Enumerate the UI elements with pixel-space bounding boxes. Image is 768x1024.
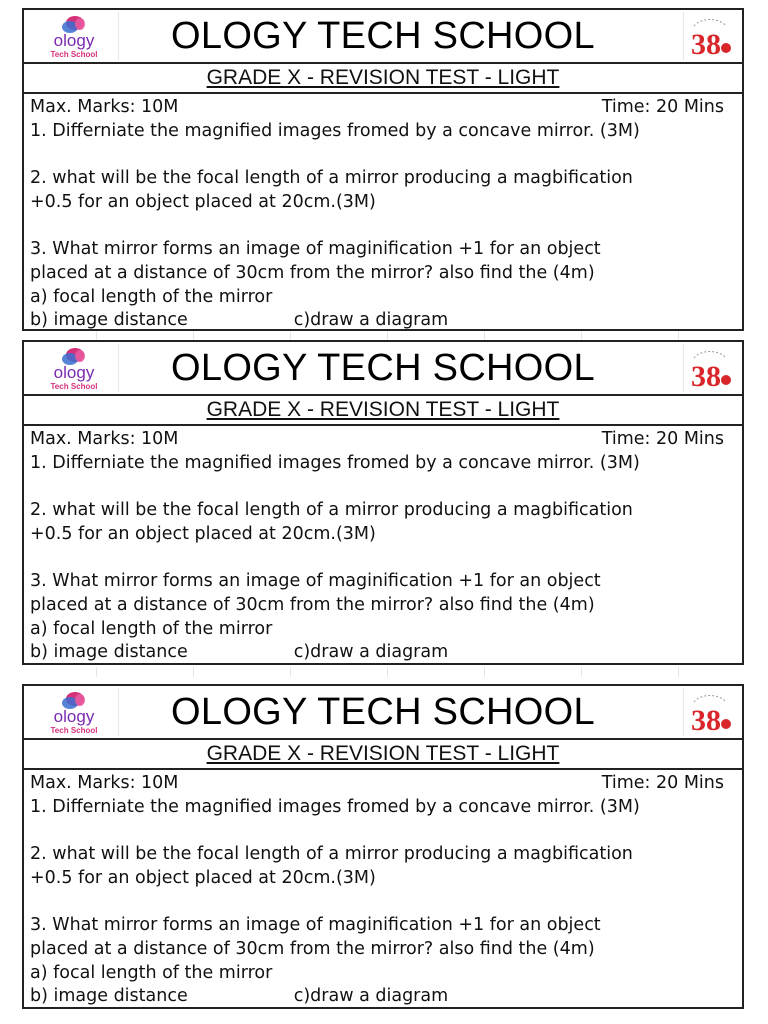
test-title: GRADE X - REVISION TEST - LIGHT <box>206 66 560 89</box>
school-name: OLOGY TECH SCHOOL <box>171 15 595 57</box>
cut-line <box>0 667 768 677</box>
test-title: GRADE X - REVISION TEST - LIGHT <box>206 742 560 765</box>
question-1: 1. Differniate the magnified images fromed by a concave mirror. (3M) <box>30 796 640 817</box>
question-3-line-1: 3. What mirror forms an image of maginification +1 for an object <box>30 571 601 592</box>
logo-wordmark: ology <box>53 707 95 726</box>
max-marks: Max. Marks: 10M <box>30 97 179 117</box>
time-limit: Time: 20 Mins <box>601 429 724 449</box>
marks-time-row <box>30 772 736 796</box>
question-3-part-a: a) focal length of the mirror <box>30 618 273 639</box>
question-3-part-a: a) focal length of the mirror <box>30 962 273 983</box>
test-title-bar <box>24 396 742 426</box>
marks-time-row <box>30 96 736 120</box>
question-2-line-1: 2. what will be the focal length of a mirror producing a magbification <box>30 844 633 865</box>
question-3-parts-bc <box>30 309 736 333</box>
badge-number: 38 <box>691 28 721 60</box>
logo-caption: Tech School <box>50 726 98 735</box>
anniversary-badge <box>683 12 736 60</box>
question-body <box>24 770 742 1009</box>
question-card-2 <box>22 340 744 665</box>
card-header <box>24 686 742 740</box>
logo-wordmark: ology <box>53 363 95 382</box>
marks-time-row <box>30 428 736 452</box>
question-card-3 <box>22 684 744 1009</box>
school-name: OLOGY TECH SCHOOL <box>171 347 595 389</box>
time-limit: Time: 20 Mins <box>601 773 724 793</box>
school-name: OLOGY TECH SCHOOL <box>171 691 595 733</box>
question-3-parts-bc <box>30 985 736 1009</box>
card-header <box>24 342 742 396</box>
question-2-line-1: 2. what will be the focal length of a mirror producing a magbification <box>30 500 633 521</box>
question-3-line-1: 3. What mirror forms an image of maginification +1 for an object <box>30 239 601 260</box>
time-limit: Time: 20 Mins <box>601 97 724 117</box>
anniversary-badge <box>683 688 736 736</box>
question-3-part-b: b) image distance <box>30 642 188 663</box>
question-3-part-c: c)draw a diagram <box>293 642 449 663</box>
question-3-part-b: b) image distance <box>30 986 188 1007</box>
question-2-line-2: +0.5 for an object placed at 20cm.(3M) <box>30 867 376 888</box>
logo-caption: Tech School <box>50 50 98 59</box>
max-marks: Max. Marks: 10M <box>30 429 179 449</box>
badge-number: 38 <box>691 704 721 736</box>
test-title-bar <box>24 64 742 94</box>
question-body <box>24 94 742 333</box>
question-body <box>24 426 742 665</box>
test-title-bar <box>24 740 742 770</box>
question-3-part-a: a) focal length of the mirror <box>30 286 273 307</box>
question-1: 1. Differniate the magnified images fromed by a concave mirror. (3M) <box>30 120 640 141</box>
question-2-line-2: +0.5 for an object placed at 20cm.(3M) <box>30 191 376 212</box>
question-3-parts-bc <box>30 641 736 665</box>
question-3-line-1: 3. What mirror forms an image of maginification +1 for an object <box>30 915 601 936</box>
card-header <box>24 10 742 64</box>
question-3-line-2: placed at a distance of 30cm from the mirror? also find the (4m) <box>30 938 595 959</box>
question-card-1 <box>22 8 744 331</box>
question-2-line-1: 2. what will be the focal length of a mirror producing a magbification <box>30 168 633 189</box>
question-3-part-c: c)draw a diagram <box>293 310 449 331</box>
question-3-part-c: c)draw a diagram <box>293 986 449 1007</box>
question-3-line-2: placed at a distance of 30cm from the mirror? also find the (4m) <box>30 594 595 615</box>
question-2-line-2: +0.5 for an object placed at 20cm.(3M) <box>30 523 376 544</box>
badge-number: 38 <box>691 360 721 392</box>
question-3-line-2: placed at a distance of 30cm from the mirror? also find the (4m) <box>30 262 595 283</box>
question-3-part-b: b) image distance <box>30 310 188 331</box>
question-1: 1. Differniate the magnified images fromed by a concave mirror. (3M) <box>30 452 640 473</box>
logo-wordmark: ology <box>53 31 95 50</box>
test-title: GRADE X - REVISION TEST - LIGHT <box>206 398 560 421</box>
logo-caption: Tech School <box>50 382 98 391</box>
anniversary-badge <box>683 344 736 392</box>
max-marks: Max. Marks: 10M <box>30 773 179 793</box>
